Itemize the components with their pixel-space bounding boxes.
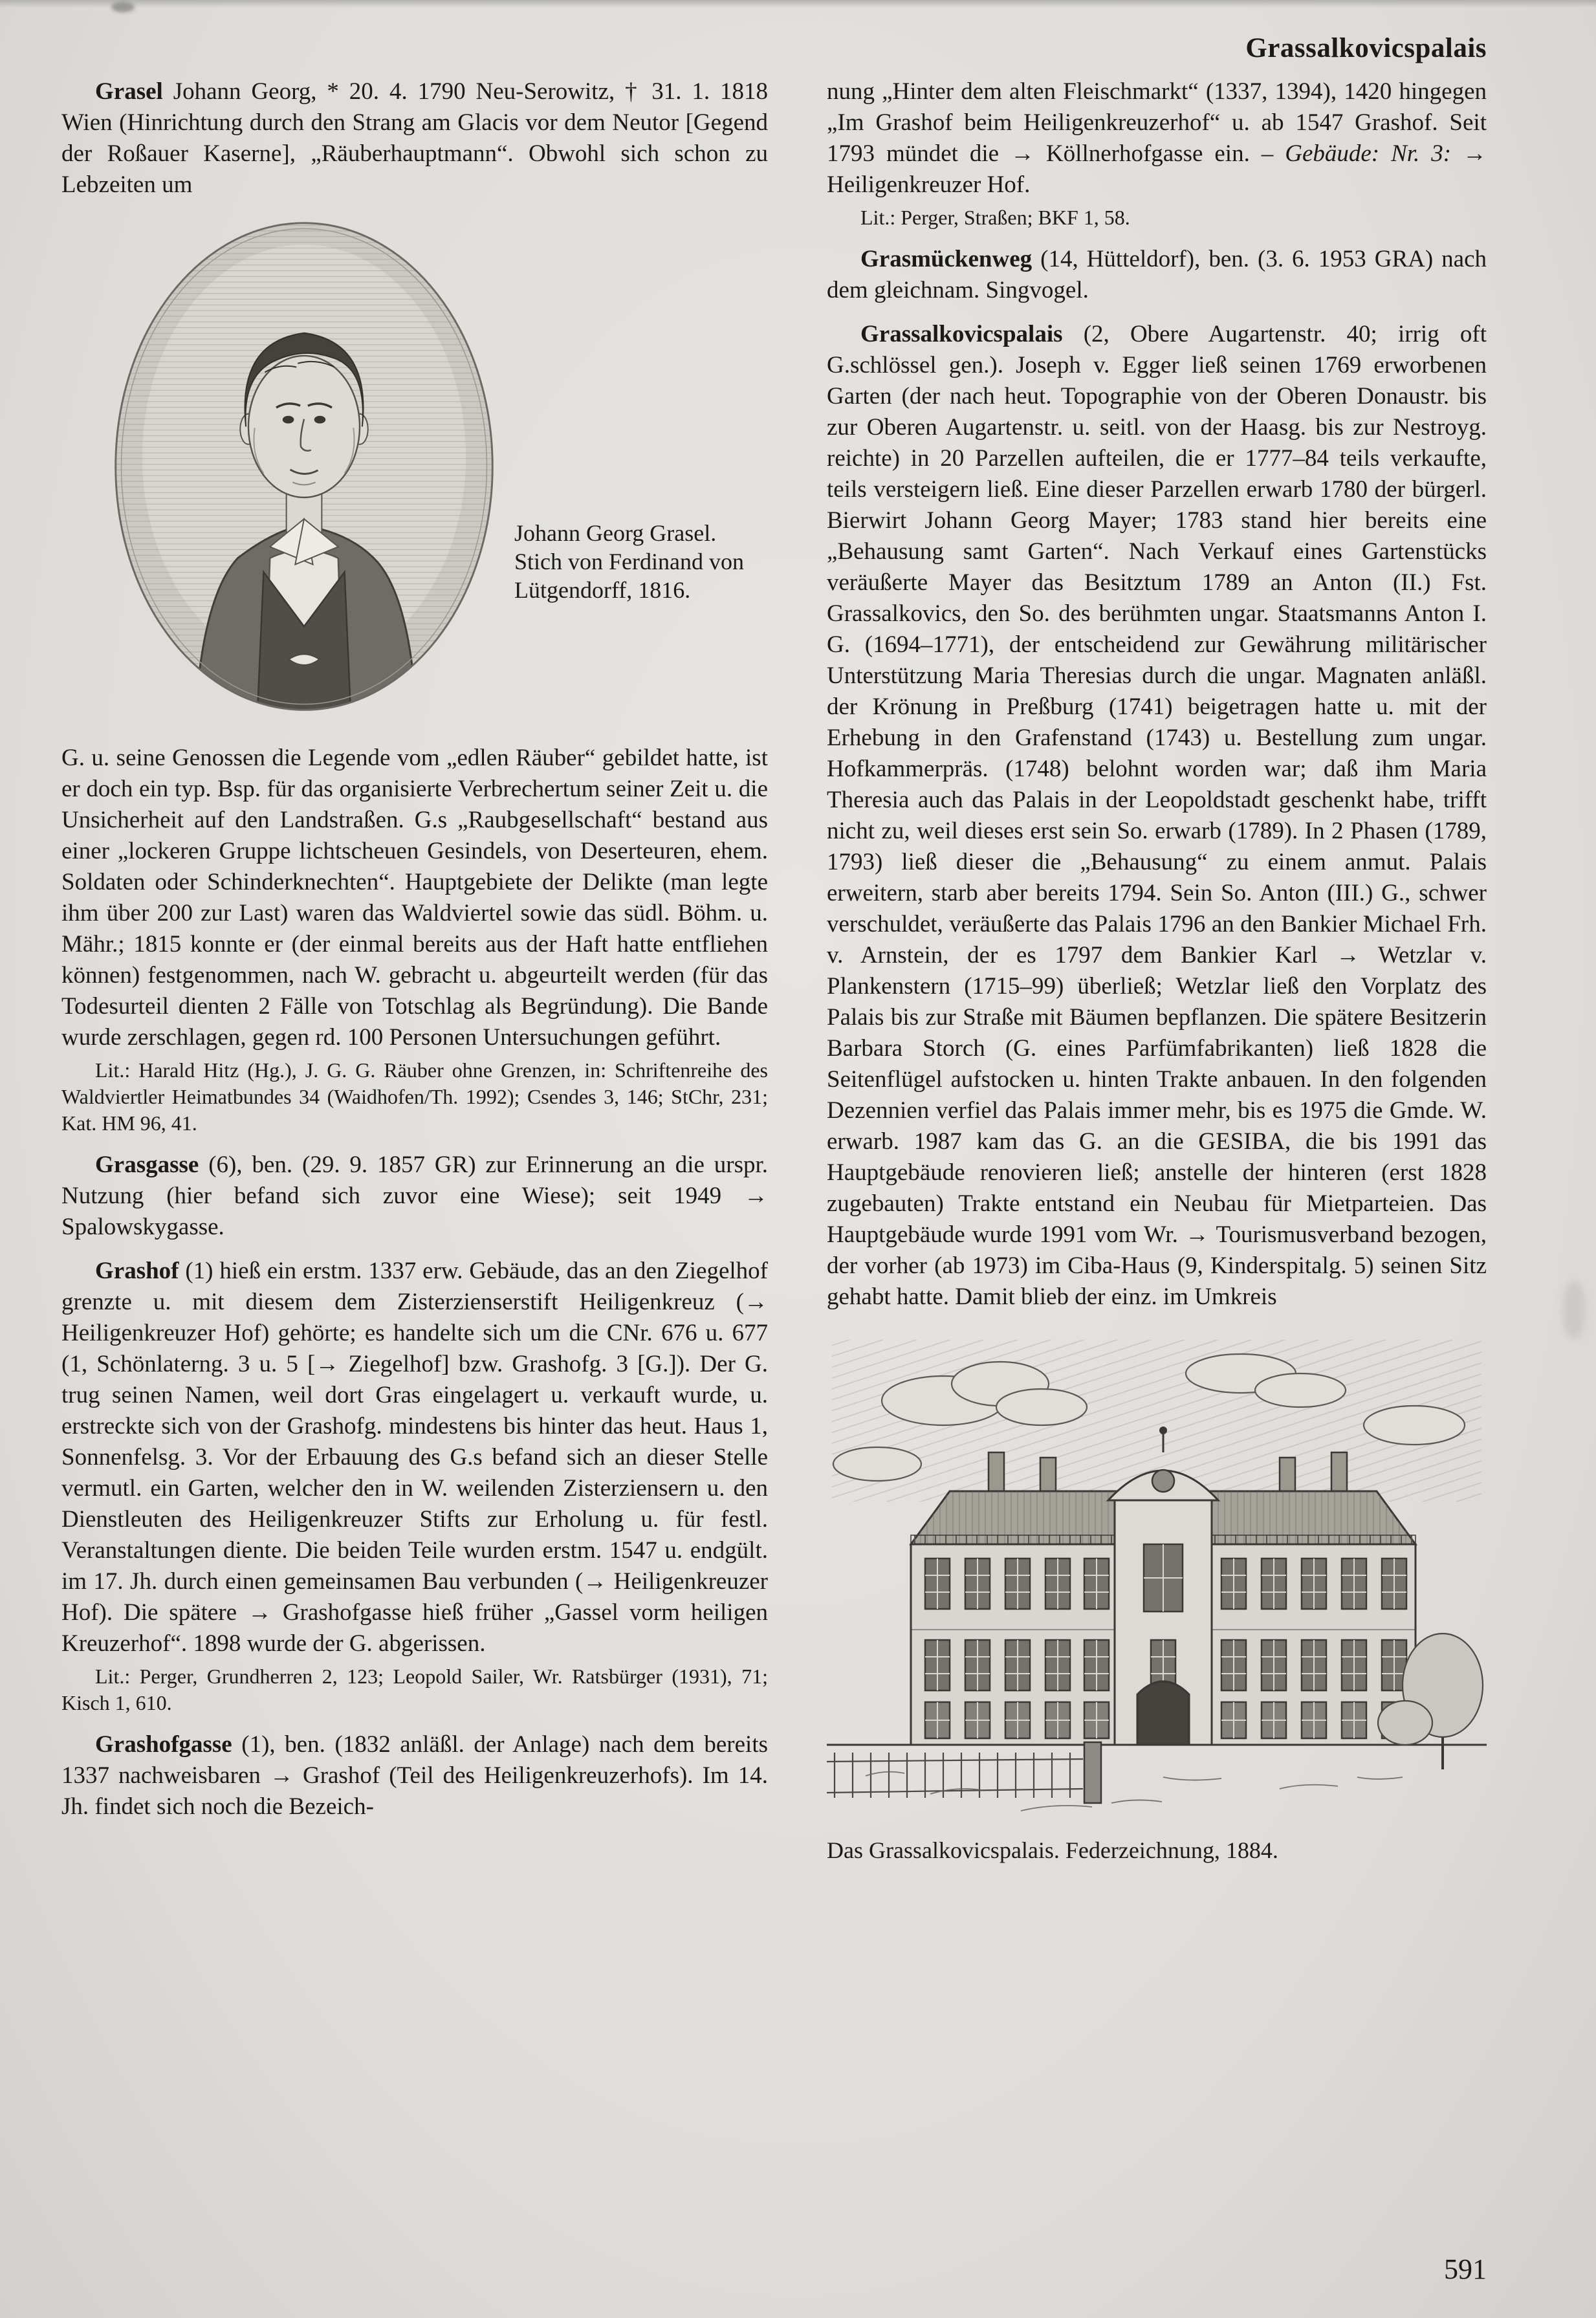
scan-edge-shadow xyxy=(0,0,1596,8)
entry-grashof-literature: Lit.: Perger, Grundherren 2, 123; Leopold Sailer, Wr. Ratsbürger (1931), 71; Kisch 1, 610. xyxy=(61,1665,768,1714)
column-right xyxy=(827,76,1487,1864)
scan-bleedthrough-mark xyxy=(1563,1281,1585,1339)
entry-grassalkovicspalais-body: (2, Obere Augartenstr. 40; irrig oft G.schlössel gen.). Joseph v. Egger ließ seinen 1769 erworbenen Garten (der nach heut. Topographie von der Oberen Donaustr. bis zur Oberen Augartenstr. u. seitl. von der Haasg. bis zur Nestroyg. reichte) in 20 Parzellen aufteilen, die er 1777–84 teils verkaufte, teils versteigern ließ. Eine dieser Parzellen erwarb 1780 der bürgerl. Bierwirt Johann Georg Mayer; 1783 stand hier bereits eine „Behausung samt Garten“. Nach Verkauf eines Gartenstücks veräußerte Mayer das Besitztum 1789 an Anton (II.) Fst. Grassalkovics, den So. des berühmten ungar. Staatsmanns Anton I. G. (1694–1771), der entscheidend zur Gewährung militärischer Unterstützung Maria Theresias durch die ungar. Magnaten anläßl. der Krönung in Preßburg (1741) beigetragen hatte u. mit der Erhebung in den Grafenstand (1743) u. Bestellung zum ungar. Hofkammerpräs. (1748) belohnt worden war; daß ihm Maria Theresia auch das Palais in der Leopoldstadt geschenkt habe, trifft nicht zu, weil dieses erst sein So. erwarb (1789). In 2 Phasen (1789, 1793) ließ dieser die „Behausung“ zu einem anmut. Palais erweitern, starb aber bereits 1794. Sein So. Anton (III.) G., schwer verschuldet, veräußerte das Palais 1796 an den Bankier Michael Frh. v. Arnstein, der es 1797 dem Bankier Karl → Wetzlar v. Plankenstern (1715–99) überließ; Wetzlar ließ den Vorplatz des Palais bis zur Straße mit Bäumen bepflanzen. Die spätere Besitzerin Barbara Storch (G. eines Parfümfabrikanten) ließ 1828 die Seitenflügel aufstocken u. hinten Trakte anbauen. In den folgenden Dezennien verfiel das Palais immer mehr, bis es 1975 die Gmde. W. erwarb. 1987 kam das G. an die GESIBA, die bis 1991 das Hauptgebäude renovieren ließ; anstelle der hinteren (erst 1828 zugebauten) Trakte entstand ein Neubau für Mietparteien. Das Hauptgebäude wurde 1991 vom Wr. → Tourismusverband bezogen, der vorher (ab 1973) im Ciba-Haus (9, Kinderspitalg. 5) seinen Sitz gehabt hatte. Damit blieb der einz. im Umkreis xyxy=(827,321,1487,1310)
entry-grasgasse xyxy=(61,1150,768,1243)
entry-grasel-continuation: G. u. seine Genossen die Legende vom „edlen Räuber“ gebildet hatte, ist er doch ein typ. Bsp. für das organisierte Verbrechertum seiner Zeit u. die Unsicherheit auf den Landstraßen. G.s „Raubgesellschaft“ bestand aus einer „lockeren Gruppe lichtscheuen Gesindels, von Deserteuren, ehem. Soldaten oder Schinderknechten“. Hauptgebiete der Delikte (man legte ihm über 200 zur Last) waren das Waldviertel sowie das südl. Böhm. u. Mähr.; 1815 konnte er (der einmal bereits aus der Haft hatte entfliehen können) festgenommen, nach W. gebracht u. abgeurteilt werden (für das Todesurteil dienten 2 Fälle von Totschlag als Begründung). Die Bande wurde zerschlagen, gegen rd. 100 Personen Untersuchungen geführt. xyxy=(61,745,768,1051)
entry-grashof-term: Grashof xyxy=(95,1258,179,1284)
entry-grassalkovicspalais-term: Grassalkovicspalais xyxy=(860,321,1063,347)
entry-grashofgasse-body: (1), ben. (1832 anläßl. der Anlage) nach dem bereits 1337 nachweisbaren → Grashof (Teil des Heiligenkreuzerhofs). Im 14. Jh. findet sich noch die Bezeich- xyxy=(61,1731,768,1820)
entry-grassalkovicspalais xyxy=(827,319,1487,1313)
grasel-portrait-engraving xyxy=(108,211,500,722)
entry-grashof-body: (1) hieß ein erstm. 1337 erw. Gebäude, das an den Ziegelhof grenzte u. mit diesem dem Zisterzienserstift Heiligenkreuz (→ Heiligenkreuzer Hof) gehörte; es handelte sich um die CNr. 676 u. 677 (1, Schönlaterng. 3 u. 5 [→ Ziegelhof] bzw. Grashofg. 3 [G.]). Der G. trug seinen Namen, weil dort Gras eingelagert u. verkauft wurde, u. erstreckte sich von der Grashofg. mindestens bis hinter das heut. Haus 1, Sonnenfelsg. 3. Vor der Erbauung des G.s befand sich an dieser Stelle vermutl. ein Garten, welcher den in W. weilenden Zisterziensern u. den Dienstleuten des Heiligenkreuzer Stifts zur Erholung u. für festl. Veranstaltungen diente. Die beiden Teile wurden erstm. 1547 u. endgült. im 17. Jh. durch einen gemeinsamen Bau verbunden (→ Heiligenkreuzer Hof). Die spätere → Grashofgasse hieß früher „Gassel vorm heiligen Kreuzerhof“. 1898 wurde der G. abgerissen. xyxy=(61,1258,768,1657)
grashofgasse-cont-tail: → Heiligenkreuzer Hof. xyxy=(827,140,1487,198)
entry-grashofgasse-continuation xyxy=(827,76,1487,201)
entry-grasel-body: Johann Georg, * 20. 4. 1790 Neu-Serowitz, † 31. 1. 1818 Wien (Hinrichtung durch den Strang am Glacis vor dem Neutor [Gegend der Roßauer Kaserne], „Räuberhauptmann“. Obwohl sich schon zu Lebzeiten um xyxy=(61,78,768,198)
running-header: Grassalkovicspalais xyxy=(1245,33,1487,63)
palais-pen-drawing xyxy=(827,1331,1487,1822)
page-number: 591 xyxy=(1444,2253,1487,2285)
entry-grasgasse-body: (6), ben. (29. 9. 1857 GR) zur Erinnerung an die urspr. Nutzung (hier befand sich zuvor eine Wiese); seit 1949 → Spalowskygasse. xyxy=(61,1152,769,1240)
entry-grashofgasse-literature: Lit.: Perger, Straßen; BKF 1, 58. xyxy=(860,206,1130,229)
scan-smudge xyxy=(111,2,135,12)
entry-grasgasse-term: Grasgasse xyxy=(95,1152,199,1178)
grashofgasse-cont-italic: Gebäude: Nr. 3: xyxy=(1285,140,1452,167)
entry-grashofgasse xyxy=(61,1729,768,1822)
entry-grashofgasse-term: Grashofgasse xyxy=(95,1731,232,1758)
palais-figure xyxy=(827,1331,1487,1864)
portrait-caption: Johann Georg Grasel. Stich von Ferdinand von Lütgendorff, 1816. xyxy=(514,520,744,603)
entry-grasel-term: Grasel xyxy=(95,78,163,105)
entry-grasel-literature: Lit.: Harald Hitz (Hg.), J. G. G. Räuber ohne Grenzen, in: Schriftenreihe des Waldviertler Heimatbundes 34 (Waidhofen/Th. 1992); Csendes 3, 146; StChr, 231; Kat. HM 96, 41. xyxy=(61,1058,768,1135)
entry-grashof xyxy=(61,1256,768,1659)
entry-grasmueckenweg-term: Grasmückenweg xyxy=(860,246,1033,272)
palais-caption: Das Grassalkovicspalais. Federzeichnung, 1884. xyxy=(827,1837,1278,1863)
grashofgasse-cont-text: nung „Hinter dem alten Fleischmarkt“ (1337, 1394), 1420 hingegen „Im Grashof beim Heiligenkreuzerhof“ u. ab 1547 Grashof. Seit 1793 mündet die → Köllnerhofgasse ein. – xyxy=(827,78,1487,167)
column-left xyxy=(61,76,768,1822)
entry-grasmueckenweg xyxy=(827,244,1487,306)
entry-grasmueckenweg-body: (14, Hütteldorf), ben. (3. 6. 1953 GRA) nach dem gleichnam. Singvogel. xyxy=(827,246,1487,303)
entry-grasel xyxy=(61,76,768,201)
grasel-portrait-figure xyxy=(61,211,768,736)
